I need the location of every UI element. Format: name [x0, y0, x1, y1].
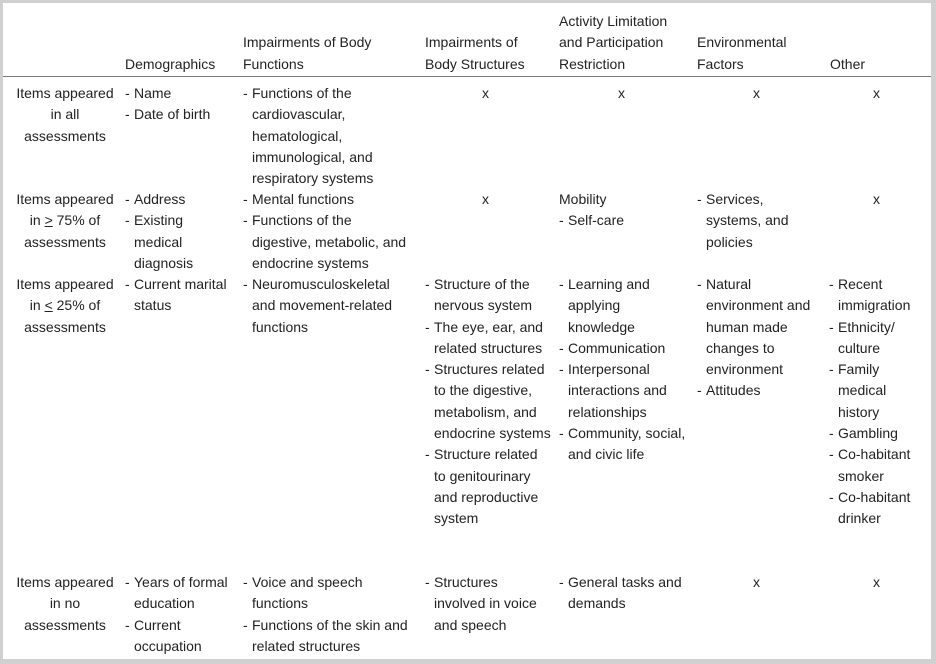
list-item: - Current occupation: [125, 615, 214, 658]
row-75-label: Items appeared in > 75% of assessments: [16, 191, 114, 250]
list-item: - Structures involved in voice and speech: [425, 572, 553, 636]
row-25-label: Items appeared in < 25% of assessments: [16, 276, 114, 335]
list-item: - Mental functions: [243, 189, 413, 210]
list-item: - Communication: [559, 338, 689, 359]
list-item: - Name: [125, 83, 237, 104]
row-25-environment: [697, 274, 821, 402]
row-all-other-x: x: [873, 85, 880, 101]
header-other: Other: [830, 55, 866, 72]
row-none-demographics: [125, 572, 240, 657]
row-all-demographics: [125, 83, 237, 126]
list-item: Mobility: [559, 191, 607, 207]
row-none-other-x: x: [873, 574, 880, 590]
row-all-activity-x: x: [618, 85, 625, 101]
list-item: - Functions of the cardiovascular, hematological, immunological, and respiratory systems: [243, 83, 393, 189]
header-body-structures: Impairments of Body Structures: [425, 34, 525, 72]
list-item: - Existing medical diagnosis: [125, 210, 204, 274]
header-rule: [3, 76, 931, 77]
row-none-functions: [243, 572, 423, 657]
table: [3, 3, 931, 659]
header-body-functions: Impairments of Body Functions: [243, 34, 372, 72]
list-item: - Gambling: [829, 423, 931, 444]
list-item: - Attitudes: [697, 380, 821, 401]
list-item: - Family medical history: [829, 359, 908, 423]
list-item: - Structures related to the digestive, metabolism, and endocrine systems: [425, 359, 553, 444]
row-75-functions: [243, 189, 413, 274]
row-none-environment-x: x: [753, 574, 760, 590]
list-item: - Community, social, and civic life: [559, 423, 689, 466]
header-demographics: Demographics: [125, 55, 216, 72]
row-all-structures-x: x: [482, 85, 489, 101]
list-item: - Structure of the nervous system: [425, 274, 553, 317]
row-all-label: Items appeared in all assessments: [16, 85, 114, 144]
row-none-structures: [425, 572, 553, 636]
list-item: - Co-habitant smoker: [829, 444, 918, 487]
row-25-functions: [243, 274, 413, 338]
row-all-environment-x: x: [753, 85, 760, 101]
list-item: - Ethnicity/ culture: [829, 317, 918, 360]
row-25-demographics: [125, 274, 240, 317]
list-item: - Current marital status: [125, 274, 240, 317]
list-item: - Address: [125, 189, 235, 210]
list-item: - Services, systems, and policies: [697, 189, 812, 253]
list-item: - Co-habitant drinker: [829, 487, 918, 530]
list-item: - Structure related to genitourinary and reproductive system: [425, 444, 553, 529]
row-75-other-x: x: [873, 191, 880, 207]
row-75-structures-x: x: [482, 191, 489, 207]
list-item: - Neuromusculoskeletal and movement-related functions: [243, 274, 413, 338]
list-item: - Recent immigration: [829, 274, 931, 317]
list-item: - Functions of the digestive, metabolic, and endocrine systems: [243, 210, 413, 274]
list-item: - General tasks and demands: [559, 572, 691, 615]
row-25-other: [829, 274, 931, 530]
list-item: - Self-care: [559, 210, 689, 231]
list-item: - Years of formal education: [125, 572, 240, 615]
row-25-activity: [559, 274, 689, 466]
list-item: - Learning and applying knowledge: [559, 274, 664, 338]
row-none-label: Items appeared in no assessments: [16, 574, 114, 633]
header-environmental: Environmental Factors: [697, 34, 787, 72]
row-75-demographics: [125, 189, 235, 274]
header-activity: Activity Limitation and Participation Restriction: [559, 13, 668, 72]
list-item: - Interpersonal interactions and relationships: [559, 359, 689, 423]
row-all-functions: [243, 83, 393, 189]
row-none-activity: [559, 572, 691, 615]
list-item: - Date of birth: [125, 104, 237, 125]
list-item: - Functions of the skin and related structures: [243, 615, 423, 658]
list-item: - Natural environment and human made changes to environment: [697, 274, 821, 380]
list-item: - Voice and speech functions: [243, 572, 377, 615]
list-item: - The eye, ear, and related structures: [425, 317, 553, 360]
row-75-activity: [559, 189, 689, 232]
row-25-structures: [425, 274, 553, 530]
row-75-environment: [697, 189, 812, 253]
